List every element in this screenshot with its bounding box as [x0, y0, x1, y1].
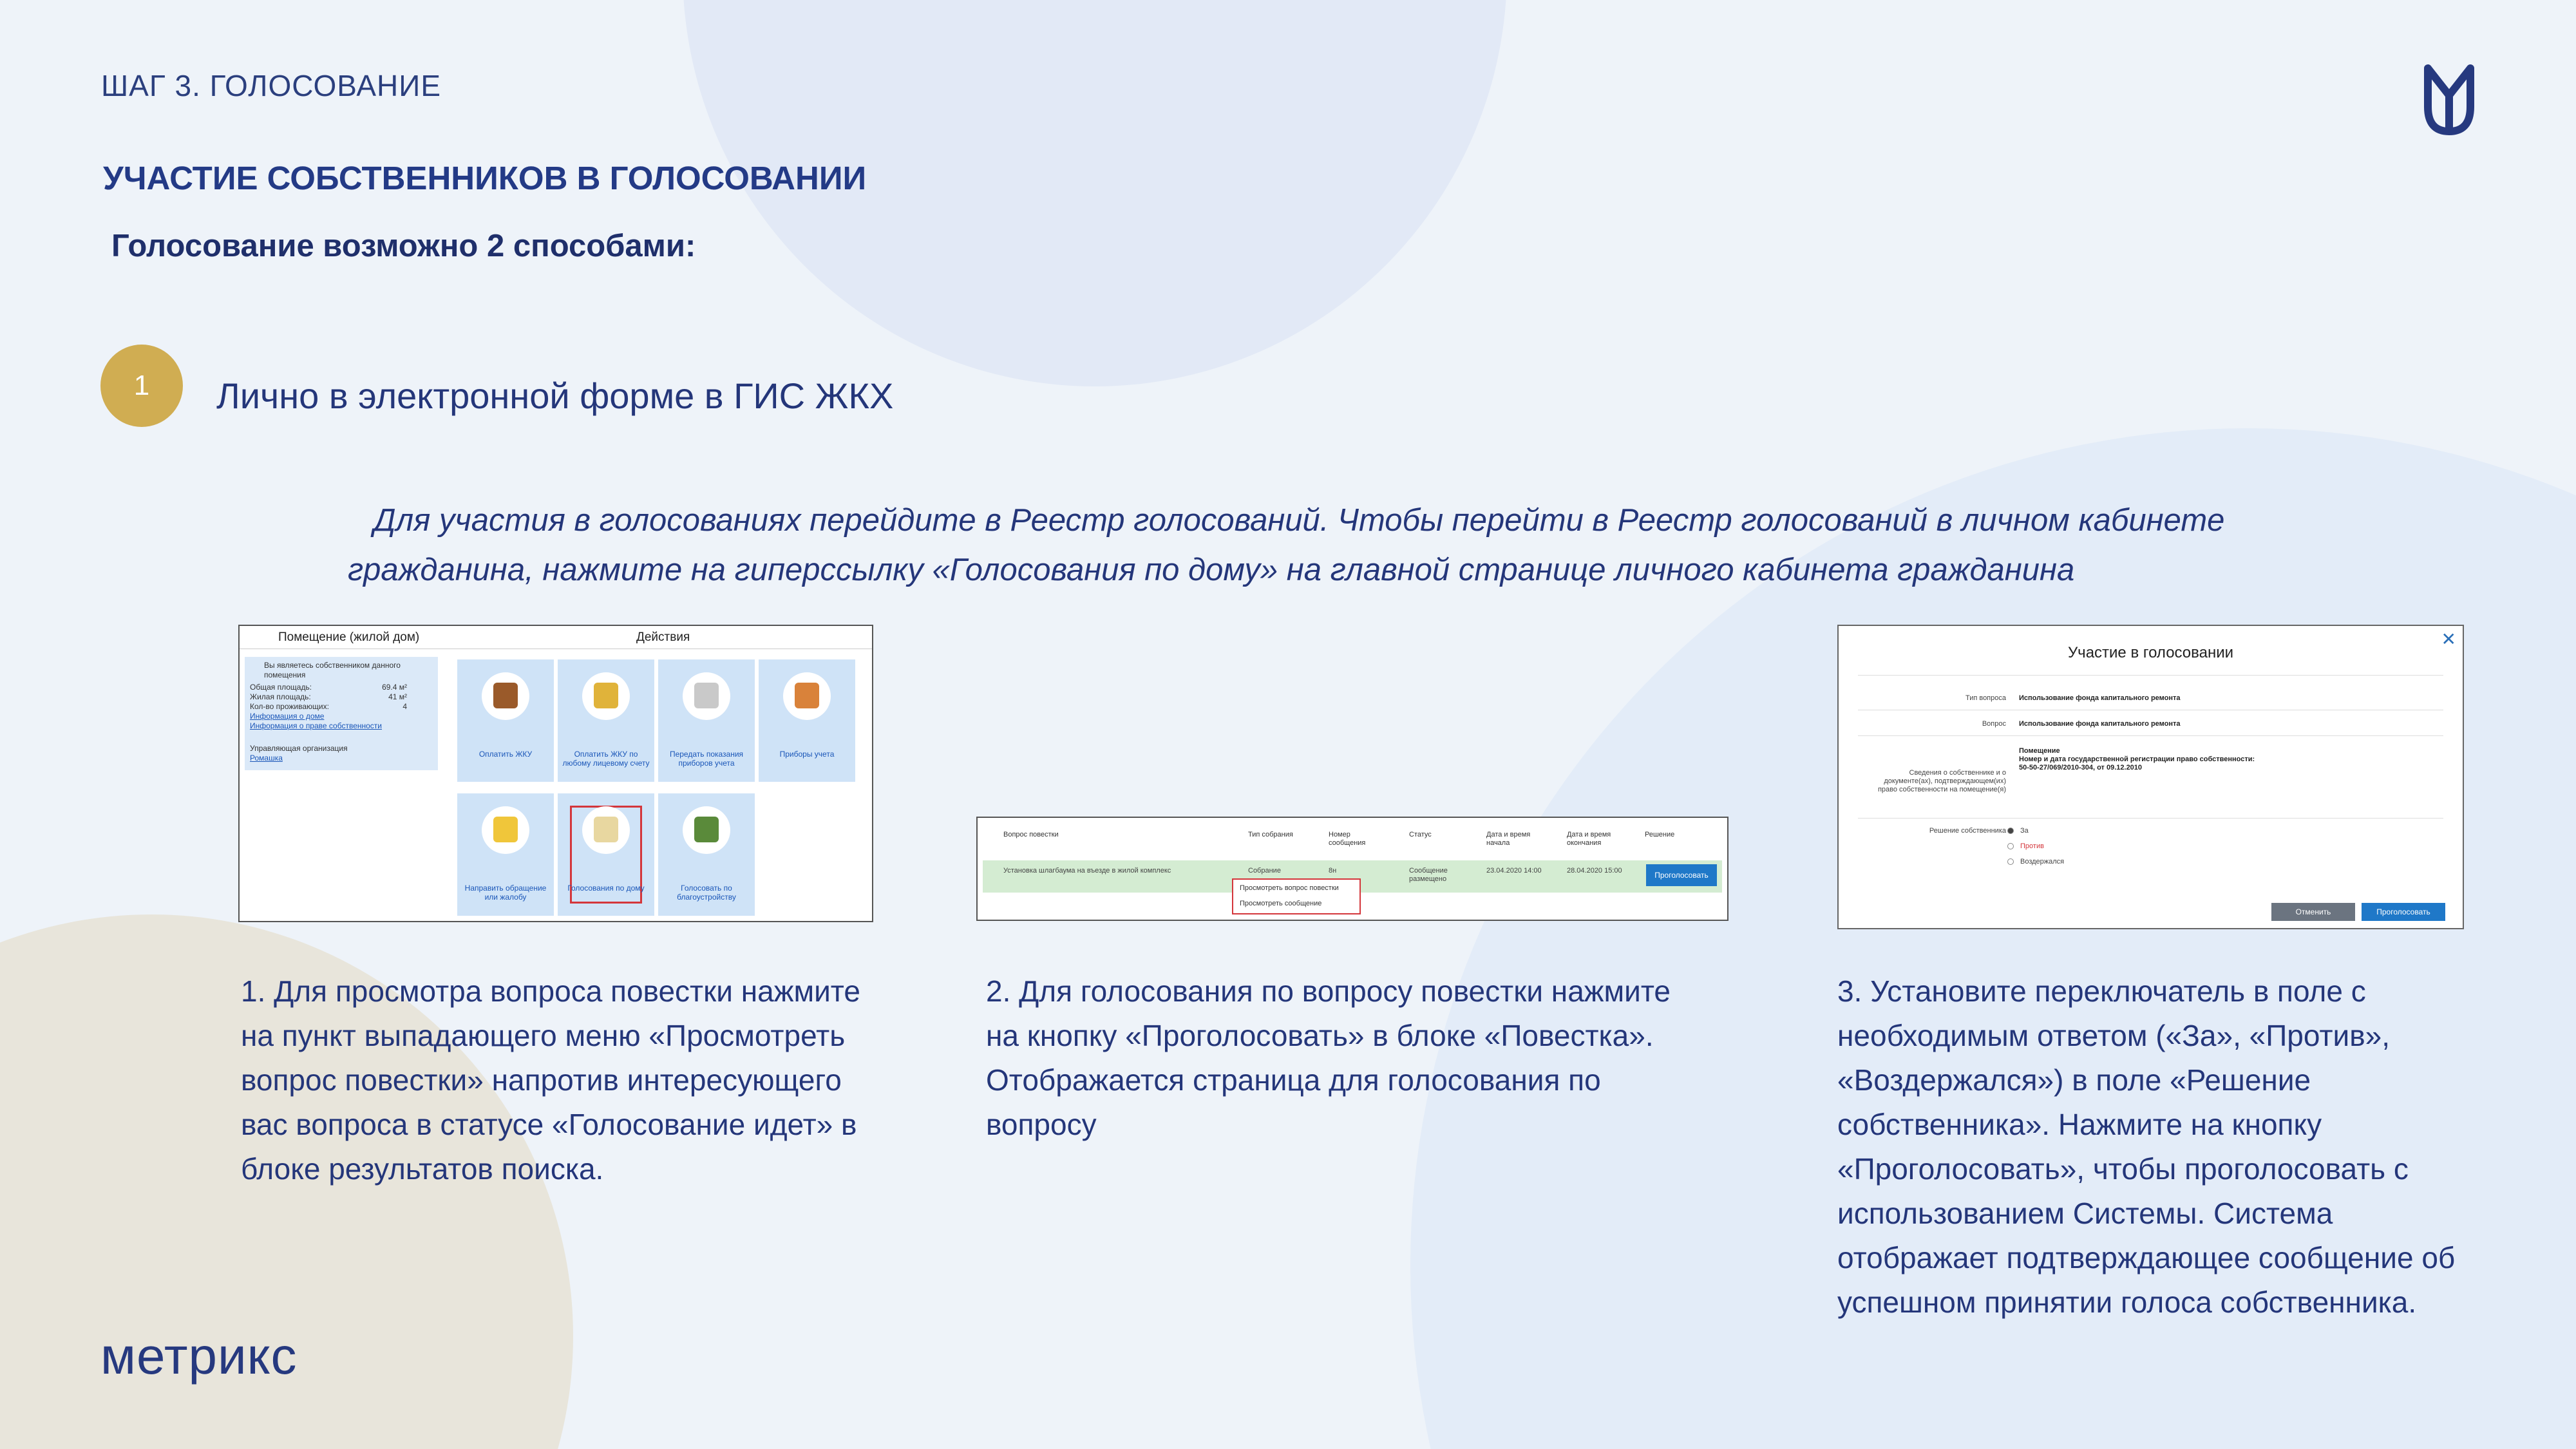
close-icon[interactable]: ✕: [2441, 629, 2456, 649]
shot3-value: Использование фонда капитального ремонта: [2019, 720, 2181, 728]
shot2-dropdown-menu: [1232, 878, 1361, 914]
method-number-badge: 1: [100, 345, 183, 427]
step-label: ШАГ 3. ГОЛОСОВАНИЕ: [101, 69, 442, 102]
shot2-menu-view-message[interactable]: Просмотреть сообщение: [1240, 900, 1322, 907]
shot2-start: 23.04.2020 14:00: [1486, 867, 1542, 875]
envelope-icon: [482, 806, 529, 854]
shot1-premises-panel: [245, 657, 438, 770]
shot2-header: Дата и время начала: [1486, 831, 1531, 847]
intro-text: [348, 496, 2293, 595]
shot1-tile-meters[interactable]: Приборы учета: [759, 659, 855, 782]
shot1-header: [240, 626, 872, 649]
shot2-header: Дата и время окончания: [1567, 831, 1611, 847]
wallet-icon: [482, 672, 529, 720]
meter-icon: [783, 672, 831, 720]
shot2-header: Решение: [1645, 831, 1675, 838]
intro-line-1: Для участия в голосованиях перейдите в Реестр голосований. Чтобы перейти в Реестр голосований в личном кабинете: [374, 503, 2225, 538]
brand-logo-icon: [2420, 62, 2478, 138]
shot1-link-rights[interactable]: Информация о праве собственности: [250, 721, 382, 730]
shot3-label: Решение собственника: [1929, 827, 2006, 835]
shot2-header: Тип собрания: [1248, 831, 1293, 838]
shot3-vote-button[interactable]: Проголосовать: [2362, 903, 2445, 921]
shot3-value: Использование фонда капитального ремонта: [2019, 694, 2181, 702]
shot3-radio-against[interactable]: Против: [2007, 842, 2044, 851]
shot1-tile-pay-any[interactable]: Оплатить ЖКУ по любому лицевому счету: [558, 659, 654, 782]
step-description-3: 3. Установите переключатель в поле с необходимым ответом («За», «Против», «Воздержался») в поле «Решение собственника». Нажмите на кнопку «Проголосовать», чтобы проголосовать с использованием Системы. Система отображает подтверждающее сообщение об успешном принятии голоса собственника.: [1837, 974, 2456, 1319]
shot1-row: Кол-во проживающих: 4: [250, 702, 407, 711]
shot1-tile-improvement[interactable]: Голосовать по благоустройству: [658, 793, 755, 916]
step-description-2: 2. Для голосования по вопросу повестки нажмите на кнопку «Проголосовать» в блоке «Повестка». Отображается страница для голосования по вопросу: [986, 974, 1671, 1141]
shot2-vote-button[interactable]: Проголосовать: [1646, 864, 1717, 886]
shot2-header: Номер сообщения: [1329, 831, 1366, 847]
shot1-org-label: Управляющая организация: [250, 744, 348, 753]
shot1-row: Общая площадь: 69.4 м²: [250, 683, 407, 692]
screenshot-personal-account: [238, 625, 873, 922]
shot1-col-premises: Помещение (жилой дом): [278, 630, 420, 644]
shot2-question: Установка шлагбаума на въезде в жилой комплекс: [1003, 867, 1171, 875]
method-label: Лично в электронной форме в ГИС ЖКХ: [216, 375, 894, 416]
shot2-status: Сообщение размещено: [1409, 867, 1448, 883]
shot3-label: Сведения о собственнике и о документе(ах), подтверждающем(их) право собственности на помещение(я): [1877, 769, 2006, 793]
shot2-header: Статус: [1409, 831, 1432, 838]
document-icon: [683, 672, 730, 720]
shot3-value: Помещение Номер и дата государственной регистрации право собственности: 50-50-27/069/2010-304, от 09.12.2010: [2019, 747, 2255, 772]
ballot-icon: [582, 806, 630, 854]
tree-icon: [683, 806, 730, 854]
screenshot-agenda: [976, 817, 1728, 921]
brand-wordmark: метрикс: [100, 1327, 298, 1385]
intro-line-2: гражданина, нажмите на гиперссылку «Голосования по дому» на главной странице личного кабинета гражданина: [348, 553, 2075, 587]
shot1-info: Вы являетесь собственником данного помещения: [264, 661, 401, 679]
shot3-radio-abstain[interactable]: Воздержался: [2007, 858, 2064, 866]
shot3-label: Вопрос: [1982, 720, 2006, 728]
shot3-radio-for[interactable]: За: [2007, 827, 2029, 835]
shot1-tile-house-voting[interactable]: Голосования по дому: [558, 793, 654, 916]
subtitle: Голосование возможно 2 способами:: [111, 229, 696, 263]
screenshot-voting-dialog: [1837, 625, 2464, 929]
coins-icon: [582, 672, 630, 720]
section-title: УЧАСТИЕ СОБСТВЕННИКОВ В ГОЛОСОВАНИИ: [103, 160, 867, 196]
shot1-tile-meter-readings[interactable]: Передать показания приборов учета: [658, 659, 755, 782]
shot1-tile-appeal[interactable]: Направить обращение или жалобу: [457, 793, 554, 916]
shot3-title: Участие в голосовании: [2067, 644, 2234, 661]
shot2-number: 8н: [1329, 867, 1337, 875]
shot2-menu-view-question[interactable]: Просмотреть вопрос повестки: [1240, 884, 1339, 892]
step-description-1: 1. Для просмотра вопроса повестки нажмите на пункт выпадающего меню «Просмотреть вопрос повестки» напротив интересующего вас вопроса в статусе «Голосование идет» в блоке результатов поиска.: [241, 974, 860, 1186]
shot2-header: Вопрос повестки: [1003, 831, 1059, 838]
shot3-cancel-button[interactable]: Отменить: [2271, 903, 2355, 921]
shot1-row: Жилая площадь: 41 м²: [250, 692, 407, 701]
shot1-link-house[interactable]: Информация о доме: [250, 712, 325, 721]
shot1-col-actions: Действия: [636, 630, 690, 644]
shot2-end: 28.04.2020 15:00: [1567, 867, 1622, 875]
shot2-type: Собрание: [1248, 867, 1281, 875]
shot1-tile-pay[interactable]: Оплатить ЖКУ: [457, 659, 554, 782]
shot3-label: Тип вопроса: [1965, 694, 2006, 702]
shot1-org-link[interactable]: Ромашка: [250, 753, 283, 762]
